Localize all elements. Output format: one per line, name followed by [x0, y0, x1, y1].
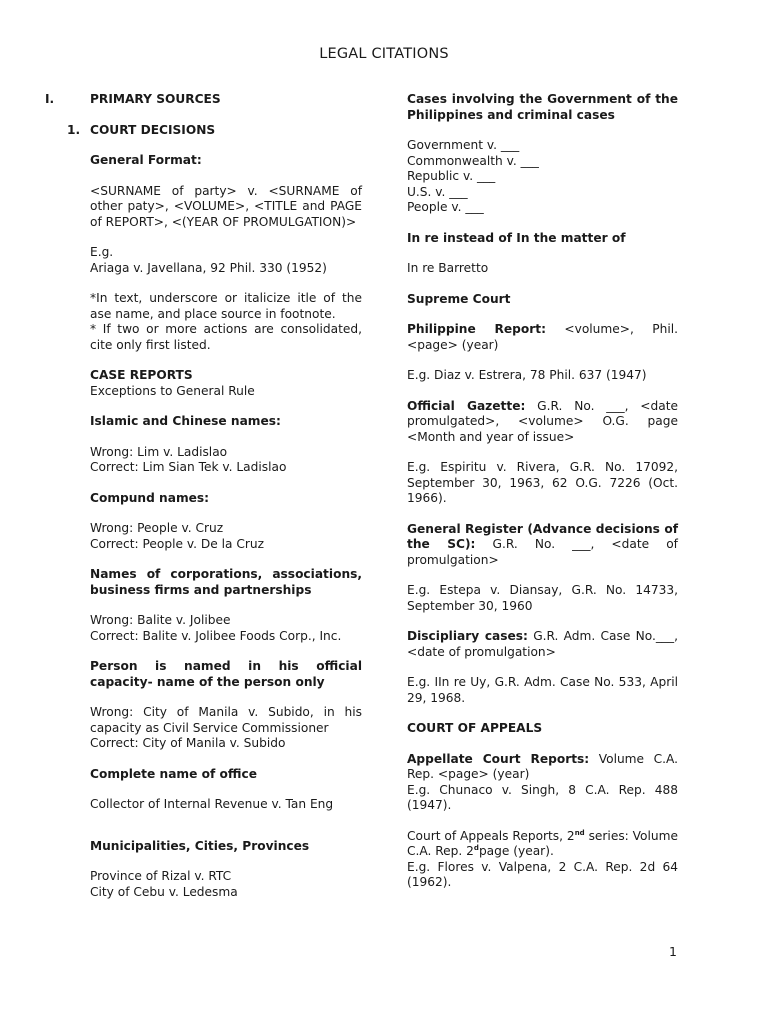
official-gazette-text: G.R. No. ___, <date promulgated>, <volume> O.G. page <Month and year of issue> [407, 398, 678, 444]
disciplinary-format [407, 629, 678, 660]
supreme-court-heading: Supreme Court [407, 291, 511, 306]
government-case-line: U.S. v. ___ [407, 184, 468, 199]
philippine-report-text: <volume>, Phil. <page> (year) [407, 322, 678, 352]
ca-reports-second-series-block [407, 829, 678, 891]
eg-label: E.g. [90, 245, 114, 259]
in-re-heading: In re instead of In the matter of [407, 230, 626, 245]
roman-numeral: I. [45, 92, 55, 106]
municipalities-line-1: Province of Rizal v. RTC [90, 869, 232, 883]
corporations-correct: Correct: Balite v. Jolibee Foods Corp., Inc. [90, 628, 342, 643]
appellate-reports-example: E.g. Chunaco v. Singh, 8 C.A. Rep. 488 (1947). [407, 782, 678, 812]
ca-reports-second-series-format [407, 829, 678, 859]
general-format-heading: General Format: [90, 153, 202, 167]
islamic-correct: Correct: Lim Sian Tek v. Ladislao [90, 460, 287, 474]
appellate-reports-text: Volume C.A. Rep. <page> (year) [407, 751, 678, 781]
islamic-names-heading: Islamic and Chinese names: [90, 414, 281, 428]
office-name-example: Collector of Internal Revenue v. Tan Eng [90, 797, 334, 811]
case-reports-subtitle: Exceptions to General Rule [90, 383, 255, 398]
official-capacity-correct: Correct: City of Manila v. Subido [90, 736, 286, 750]
government-case-line: Republic v. ___ [407, 169, 496, 183]
eg-example: Ariaga v. Javellana, 92 Phil. 330 (1952) [90, 260, 327, 275]
case-reports-heading: CASE REPORTS [90, 368, 193, 382]
islamic-wrong: Wrong: Lim v. Ladislao [90, 444, 228, 459]
appellate-reports-format [407, 752, 678, 782]
left-column [45, 92, 362, 900]
philippine-report-example: E.g. Diaz v. Estrera, 78 Phil. 637 (1947) [407, 368, 647, 382]
compound-examples [90, 521, 362, 552]
compound-wrong: Wrong: People v. Cruz [90, 521, 224, 535]
corporations-examples [90, 613, 362, 644]
islamic-examples [90, 445, 362, 476]
municipalities-examples [90, 869, 362, 900]
court-decisions-heading [67, 122, 362, 139]
ca-series-superscript-d: d [473, 843, 479, 852]
official-gazette-example: E.g. Espiritu v. Rivera, G.R. No. 17092, September 30, 1963, 62 O.G. 7226 (Oct. 1966). [407, 460, 678, 505]
government-cases-list [407, 138, 678, 216]
court-of-appeals-heading: COURT OF APPEALS [407, 721, 543, 735]
compound-names-heading: Compund names: [90, 490, 210, 505]
municipalities-heading: Municipalities, Cities, Provinces [90, 838, 310, 853]
section-number: 1. [67, 122, 81, 137]
government-case-line: Commonwealth v. ___ [407, 153, 539, 168]
primary-sources-heading [45, 92, 362, 108]
in-re-example: In re Barretto [407, 261, 489, 275]
philippine-report-label: Philippine Report: [407, 322, 546, 336]
general-format-text: <SURNAME of party> v. <SURNAME of other paty>, <VOLUME>, <TITLE and PAGE of REPORT>, <(YEAR OF PROMULGATION)> [90, 183, 362, 229]
office-name-heading: Complete name of office [90, 766, 258, 781]
page-number: 1 [669, 944, 677, 959]
page-title: LEGAL CITATIONS [319, 46, 449, 62]
case-reports-block [90, 368, 362, 399]
notes-block [90, 291, 362, 353]
primary-sources-label: PRIMARY SOURCES [90, 92, 221, 106]
official-capacity-heading: Person is named in his official capacity- name of the person only [90, 659, 362, 689]
corporations-heading: Names of corporations, associations, business firms and partnerships [90, 567, 362, 597]
ca-series-text-c: page (year). [478, 844, 554, 858]
appellate-reports-block [407, 752, 678, 814]
government-case-line: Government v. ___ [407, 138, 520, 152]
ca-series-text-b: series: Volume C.A. Rep. 2 [407, 828, 678, 858]
philippine-report-format [407, 322, 678, 353]
right-column [407, 92, 678, 891]
general-register-text: G.R. No. ___, <date of promulgation> [407, 537, 678, 567]
general-register-format [407, 522, 678, 569]
ca-series-superscript-nd: nd [574, 828, 585, 837]
government-cases-heading: Cases involving the Government of the Philippines and criminal cases [407, 92, 678, 122]
disciplinary-label: Discipliary cases: [407, 629, 528, 643]
note-1: *In text, underscore or italicize itle of the ase name, and place source in footnote. [90, 291, 362, 321]
ca-reports-second-series-example: E.g. Flores v. Valpena, 2 C.A. Rep. 2d 64 (1962). [407, 859, 678, 889]
general-register-label: General Register (Advance decisions of the SC): [407, 521, 678, 551]
disciplinary-example: E.g. IIn re Uy, G.R. Adm. Case No. 533, April 29, 1968. [407, 675, 678, 705]
corporations-wrong: Wrong: Balite v. Jolibee [90, 613, 231, 627]
note-2: * If two or more actions are consolidated, cite only first listed. [90, 322, 362, 352]
disciplinary-text: G.R. Adm. Case No.___, <date of promulgation> [407, 629, 678, 659]
official-gazette-label: Official Gazette: [407, 398, 526, 413]
ca-series-text-a: Court of Appeals Reports, 2 [407, 828, 575, 843]
official-gazette-format [407, 399, 678, 446]
appellate-reports-label: Appellate Court Reports: [407, 751, 590, 766]
official-capacity-wrong: Wrong: City of Manila v. Subido, in his capacity as Civil Service Commissioner [90, 705, 362, 735]
general-register-example: E.g. Estepa v. Diansay, G.R. No. 14733, September 30, 1960 [407, 583, 678, 613]
court-decisions-label: COURT DECISIONS [90, 122, 216, 137]
municipalities-line-2: City of Cebu v. Ledesma [90, 884, 238, 899]
compound-correct: Correct: People v. De la Cruz [90, 536, 264, 551]
government-case-line: People v. ___ [407, 200, 484, 214]
example-block [90, 245, 362, 276]
official-capacity-examples [90, 705, 362, 752]
